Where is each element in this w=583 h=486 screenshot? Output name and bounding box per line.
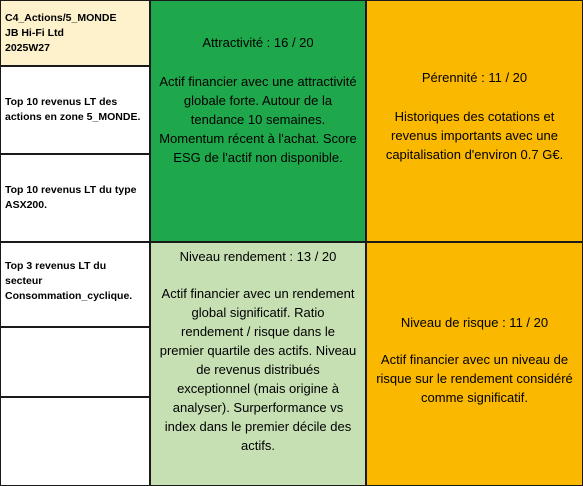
rendement-description: Actif financier avec un rendement global significatif. Ratio rendement / risque dans le premier quartile des actifs. Niveau de revenus distribués exceptionnel (mais origine à analyser). Surperformance vs index dans le premier décile des actifs. (159, 286, 357, 453)
attractivite-score: Attractivité : 16 / 20 (202, 35, 314, 50)
perennite-panel (366, 0, 583, 242)
ranking-top3-sector-label: Top 3 revenus LT du secteur Consommation_cyclique. (5, 260, 133, 302)
ranking-top10-type-label: Top 10 revenus LT du type ASX200. (5, 184, 137, 211)
ranking-top10-zone-label: Top 10 revenus LT des actions en zone 5_MONDE. (5, 96, 141, 123)
asset-header (0, 0, 150, 66)
attractivite-panel (150, 0, 366, 242)
ranking-top10-zone (0, 66, 150, 154)
rendement-score: Niveau rendement : 13 / 20 (179, 249, 337, 264)
risque-score: Niveau de risque : 11 / 20 (400, 315, 549, 330)
asset-category: C4_Actions/5_MONDE (5, 11, 117, 24)
risque-description: Actif financier avec un niveau de risque sur le rendement considéré comme significatif. (376, 352, 573, 405)
empty-cell (0, 327, 150, 397)
asset-week: 2025W27 (5, 41, 50, 54)
ranking-top3-sector (0, 242, 150, 327)
perennite-description: Historiques des cotations et revenus importants avec une capitalisation d'environ 0.7 G€. (385, 109, 564, 162)
rendement-panel (150, 242, 366, 486)
ranking-top10-type (0, 154, 150, 242)
asset-name: JB Hi-Fi Ltd (5, 26, 64, 39)
risque-panel (366, 242, 583, 486)
perennite-score: Pérennité : 11 / 20 (421, 70, 528, 85)
attractivite-description: Actif financier avec une attractivité globale forte. Autour de la tendance 10 semaines. Momentum récent à l'achat. Score ESG de l'actif non disponible. (159, 74, 357, 165)
empty-cell (0, 397, 150, 486)
